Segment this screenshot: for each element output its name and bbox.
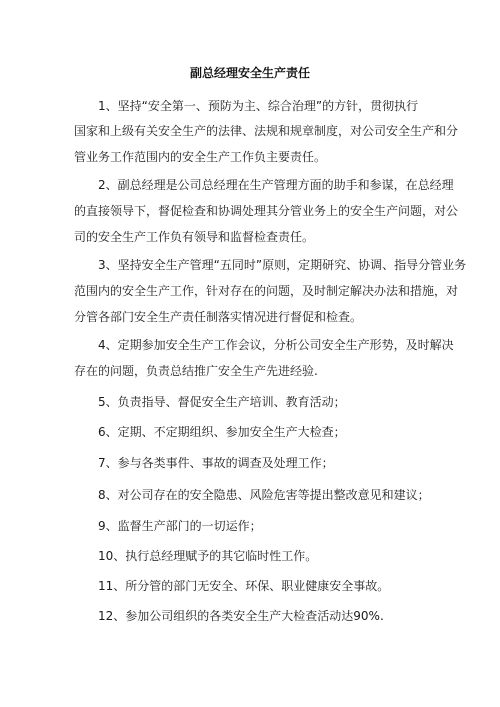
paragraph-8: 8、对公司存在的安全隐患、风险危害等提出整改意见和建议； [98,488,430,502]
paragraph-7: 7、参与各类事件、事故的调查及处理工作； [98,456,334,470]
paragraph-4-line-1: 4、定期参加安全生产工作会议，分析公司安全生产形势，及时解决 [98,338,454,352]
paragraph-12: 12、参加公司组织的各类安全生产大检查活动达90%. [98,609,384,623]
paragraph-10: 10、执行总经理赋予的其它临时性工作。 [98,549,318,563]
paragraph-3-line-2: 范围内的安全生产工作，针对存在的问题，及时制定解决办法和措施，对 [74,284,459,298]
paragraph-5: 5、负责指导、督促安全生产培训、教育活动； [98,395,346,409]
paragraph-3-line-1: 3、坚持安全生产管理“五同时”原则，定期研究、协调、指导分管业务 [98,258,467,272]
paragraph-1-line-3: 管业务工作范围内的安全生产工作负主要责任。 [74,150,327,164]
paragraph-2-line-2: 的直接领导下，督促检查和协调处理其分管业务上的安全生产问题，对公 [74,204,459,218]
paragraph-2-line-3: 司的安全生产工作负有领导和监督检查责任。 [74,230,315,244]
paragraph-4-line-2: 存在的问题，负责总结推广安全生产先进经验. [74,364,318,378]
paragraph-2-line-1: 2、副总经理是公司总经理在生产管理方面的助手和参谋，在总经理 [98,178,454,192]
paragraph-6: 6、定期、不定期组织、参加安全生产大检查； [98,425,346,439]
paragraph-1-line-2: 国家和上级有关安全生产的法律、法规和规章制度，对公司安全生产和分 [74,124,459,138]
paragraph-9: 9、监督生产部门的一切运作； [98,519,262,533]
paragraph-3-line-3: 分管各部门安全生产责任制落实情况进行督促和检查。 [74,310,363,324]
document-title: 副总经理安全生产责任 [189,66,310,80]
paragraph-1-line-1: 1、坚持“安全第一、预防为主、综合治理”的方针，贯彻执行 [98,99,419,113]
paragraph-11: 11、所分管的部门无安全、环保、职业健康安全事故。 [98,579,390,593]
